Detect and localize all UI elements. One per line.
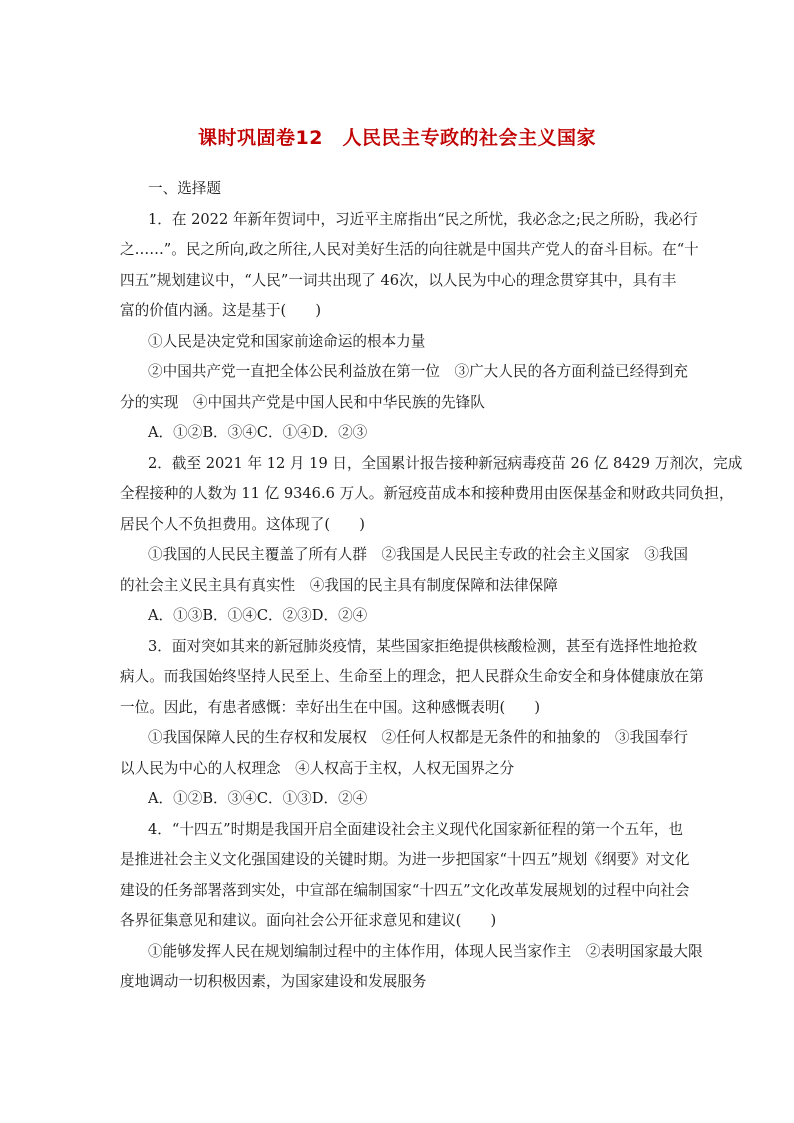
question-text-line: 建设的任务部署落到实处，中宣部在编制国家“十四五”文化改革发展规划的过程中向社会 [120,881,690,899]
document-body [120,174,743,998]
question-text-line: 2．截至 2021 年 12 月 19 日，全国累计报告接种新冠病毒疫苗 26 亿 8429 万剂次，完成 [148,454,743,472]
option-line: ①我国保障人民的生存权和发展权 ②任何人权都是无条件的和抽象的 ③我国奉行 [148,729,688,746]
question-text-line: 全程接种的人数为 11 亿 9346.6 万人。新冠疫苗成本和接种费用由医保基金和财政共同负担， [120,485,734,502]
question-text-line: 1．在 2022 年新年贺词中，习近平主席指出“民之所忧，我必念之;民之所盼，我必行 [148,210,698,228]
answer-choices: A．①②B．③④C．①④D．②③ [148,424,368,441]
option-line: 以人民为中心的人权理念 ④人权高于主权，人权无国界之分 [120,759,515,777]
question-text-line: 各界征集意见和建议。面向社会公开征求意见和建议( ) [120,912,497,929]
question-2 [120,449,743,632]
option-line: 分的实现 ④中国共产党是中国人民和中华民族的先锋队 [120,393,485,411]
question-4 [120,815,703,998]
question-text-line: 富的价值内涵。这是基于( ) [120,302,322,319]
question-1 [120,205,699,449]
page-title: 课时巩固卷12 人民民主专政的社会主义国家 [198,127,596,149]
question-text-line: 3．面对突如其来的新冠肺炎疫情，某些国家拒绝提供核酸检测，甚至有选择性地抢救 [148,637,698,655]
question-text-line: 4．“十四五”时期是我国开启全面建设社会主义现代化国家新征程的第一个五年，也 [148,820,683,838]
question-text-line: 病人。而我国始终坚持人民至上、生命至上的理念，把人民群众生命安全和身体健康放在第 [120,668,704,685]
question-text-line: 之……”。民之所向,政之所往,人民对美好生活的向往就是中国共产党人的奋斗目标。在“十 [120,241,699,258]
option-line: ①人民是决定党和国家前途命运的根本力量 [148,332,426,350]
answer-choices: A．①③B．①④C．②③D．②④ [148,607,368,624]
option-line: ①能够发挥人民在规划编制过程中的主体作用，体现人民当家作主 ②表明国家最大限 [148,942,703,960]
section-heading: 一、选择题 [148,180,221,197]
option-line: ①我国的人民民主覆盖了所有人群 ②我国是人民民主专政的社会主义国家 ③我国 [148,546,688,563]
question-text-line: 居民个人不负担费用。这体现了( ) [120,515,365,533]
answer-choices: A．①②B．③④C．①③D．②④ [148,790,368,807]
option-line: ②中国共产党一直把全体公民利益放在第一位 ③广大人民的各方面利益已经得到充 [148,363,688,380]
question-text-line: 四五”规划建议中，“人民”一词共出现了 46次，以人民为中心的理念贯穿其中，具有丰 [120,271,677,289]
option-line: 度地调动一切积极因素，为国家建设和发展服务 [120,973,427,990]
question-text-line: 是推进社会主义文化强国建设的关键时期。为进一步把国家“十四五”规划《纲要》对文化 [120,851,690,868]
question-3 [120,632,704,815]
question-text-line: 一位。因此，有患者感慨：幸好出生在中国。这种感慨表明( ) [120,698,541,716]
option-line: 的社会主义民主具有真实性 ④我国的民主具有制度保障和法律保障 [120,576,558,594]
